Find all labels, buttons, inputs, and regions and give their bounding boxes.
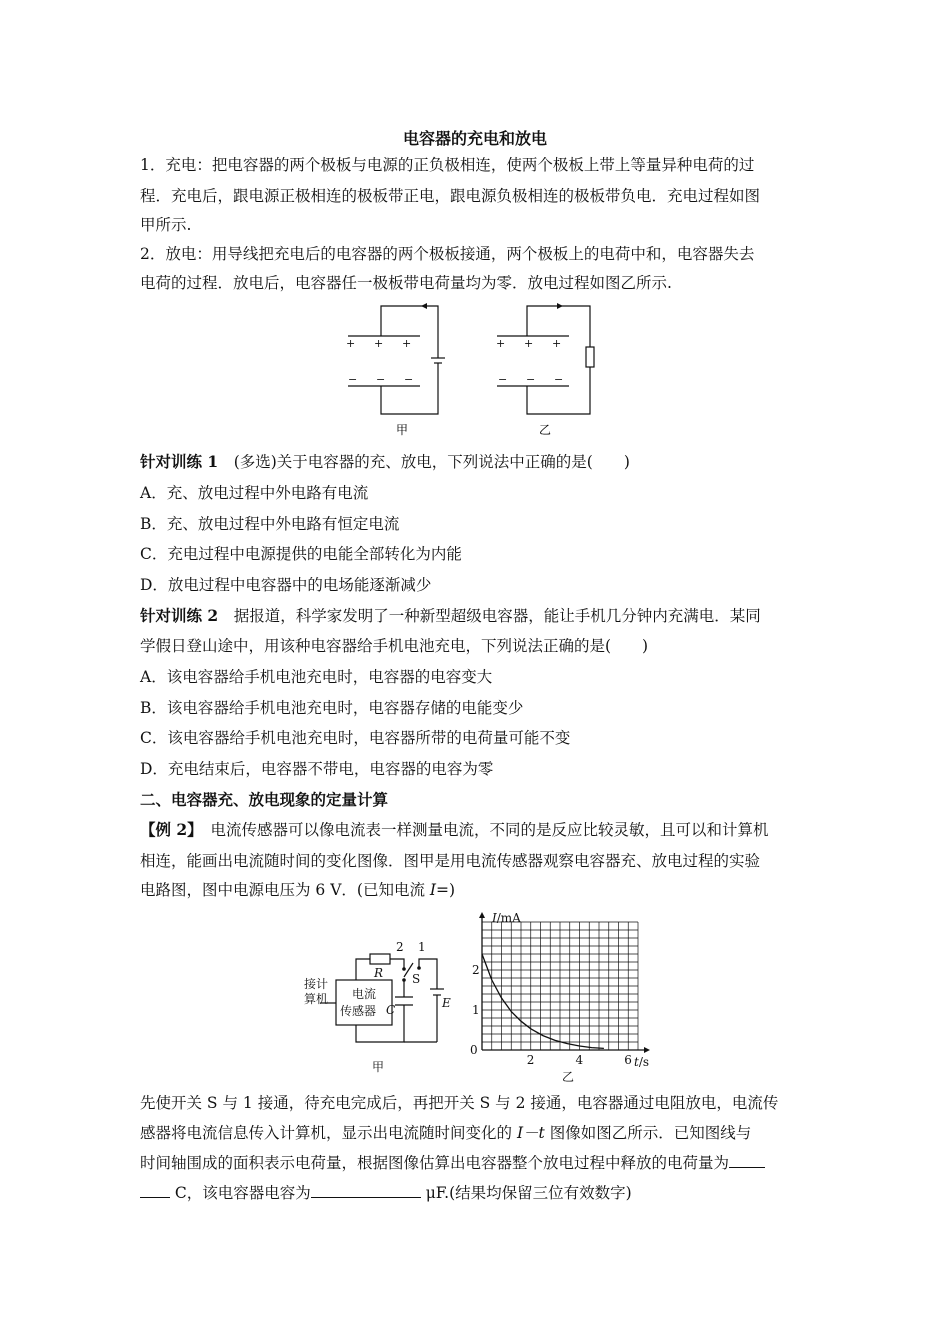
minus-sign: −	[404, 373, 414, 386]
exercise-1-question: (多选)关于电容器的充、放电，下列说法中正确的是( )	[218, 453, 630, 471]
minus-sign: −	[498, 373, 508, 386]
figure-label-jia: 甲	[396, 423, 409, 437]
charge-line-2: 程．充电后，跟电源正极相连的极板带正电，跟电源负极相连的极板带负电．充电过程如图	[140, 187, 761, 205]
chart-grid	[482, 922, 638, 1050]
explanation-text-4b: μF.(结果均保留三位有效数字)	[420, 1184, 632, 1202]
y-axis-label	[491, 911, 521, 925]
plus-sign: +	[496, 337, 506, 350]
y-axis-unit: /mA	[496, 911, 521, 925]
example-2-line-3	[140, 880, 815, 900]
exercise-2-option-c: C．该电容器给手机电池充电时，电容器所带的电荷量可能不变	[140, 729, 571, 747]
switch-pos-1: 1	[418, 940, 426, 954]
exercise-2-option-b: B．该电容器给手机电池充电时，电容器存储的电能变少	[140, 699, 524, 717]
resistor-r	[370, 954, 390, 964]
y-tick-label: 1	[472, 1003, 480, 1017]
figure-label-yi: 乙	[539, 423, 552, 437]
exercise-1-option-c: C．充电过程中电源提供的电能全部转化为内能	[140, 545, 462, 563]
switch-label: S	[412, 972, 421, 986]
discharge-line-2: 电荷的过程．放电后，电容器任一极板带电荷量均为零．放电过程如图乙所示.	[140, 274, 672, 292]
origin-label: 0	[470, 1043, 478, 1057]
current-arrow-left	[421, 303, 427, 309]
exercise-1-stem	[140, 452, 815, 472]
current-symbol: I	[429, 881, 437, 899]
section-title: 电容器的充电和放电	[402, 129, 547, 148]
example-2-text-3b: =)	[436, 881, 456, 899]
current-arrow-right	[557, 303, 563, 309]
explanation-line-1: 先使开关 S 与 1 接通，待充电完成后，再把开关 S 与 2 接通，电容器通过电阻放电，电流传	[140, 1094, 779, 1112]
charge-discharge-figure	[340, 300, 610, 440]
charge-answer-blank-end[interactable]	[140, 1183, 170, 1198]
exercise-1-option-b: B．充、放电过程中外电路有恒定电流	[140, 515, 400, 533]
battery-label: E	[442, 996, 451, 1010]
example-2-line-1	[140, 820, 815, 840]
minus-sign: −	[554, 373, 564, 386]
exercise-1-option-d: D．放电过程中电容器中的电场能逐渐减少	[140, 576, 432, 594]
y-axis-symbol: I	[492, 911, 497, 925]
plus-sign: +	[402, 337, 412, 350]
charge-answer-blank-start[interactable]	[729, 1153, 765, 1168]
x-tick-label: 2	[526, 1053, 535, 1067]
explanation-line-2	[140, 1123, 815, 1143]
capacitance-answer-blank[interactable]	[311, 1183, 421, 1198]
y-axis-arrow	[479, 912, 485, 918]
sensor-label-1: 电流	[352, 987, 377, 1001]
explanation-text-2b: 图像如图乙所示．已知图线与	[544, 1124, 752, 1142]
exercise-2-label: 针对训练 2	[140, 606, 219, 625]
explanation-text-2a: 感器将电流信息传入计算机，显示出电流随时间变化的	[140, 1124, 517, 1142]
exercise-2-stem-2: 学假日登山途中，用该种电容器给手机电池充电，下列说法正确的是( )	[140, 637, 649, 655]
current-time-chart	[470, 910, 660, 1085]
explanation-text-3: 时间轴围成的面积表示电荷量，根据图像估算出电容器整个放电过程中释放的电荷量为	[140, 1154, 730, 1172]
i-t-symbol: I－t	[516, 1124, 545, 1142]
section-2-heading: 二、电容器充、放电现象的定量计算	[140, 790, 389, 809]
circuit-caption: 甲	[372, 1060, 385, 1074]
x-axis-arrow	[644, 1047, 650, 1053]
plus-sign: +	[346, 337, 356, 350]
computer-label-2: 算机	[304, 992, 329, 1006]
sensor-circuit-diagram	[300, 935, 460, 1085]
x-axis-label	[634, 1055, 649, 1069]
example-2-text-3a: 电路图，图中电源电压为 6 V．(已知电流	[140, 881, 430, 899]
switch-pos-2: 2	[396, 940, 404, 954]
minus-sign: −	[348, 373, 358, 386]
exercise-2-option-d: D．充电结束后，电容器不带电，电容器的电容为零	[140, 760, 494, 778]
example-2-line-2: 相连，能画出电流随时间的变化图像．图甲是用电流传感器观察电容器充、放电过程的实验	[140, 852, 761, 870]
plus-sign: +	[552, 337, 562, 350]
example-2-text-1: 电流传感器可以像电流表一样测量电流，不同的是反应比较灵敏，且可以和计算机	[194, 821, 769, 839]
minus-sign: −	[526, 373, 536, 386]
x-tick-label: 4	[575, 1053, 584, 1067]
explanation-text-4a: C，该电容器电容为	[170, 1184, 311, 1202]
exercise-2-option-a: A．该电容器给手机电池充电时，电容器的电容变大	[140, 668, 493, 686]
x-axis-unit: /s	[638, 1055, 650, 1069]
capacitor-label: C	[386, 1003, 396, 1017]
chart-caption: 乙	[562, 1070, 575, 1084]
computer-label-1: 接计	[304, 977, 329, 991]
x-tick-label: 6	[624, 1053, 632, 1067]
charge-line-3: 甲所示.	[140, 216, 192, 234]
resistor-label: R	[374, 966, 384, 980]
x-axis-symbol: t	[634, 1055, 639, 1069]
minus-sign: −	[376, 373, 386, 386]
explanation-line-3	[140, 1153, 815, 1173]
plus-sign: +	[524, 337, 534, 350]
explanation-line-4	[140, 1183, 815, 1203]
exercise-1-label: 针对训练 1	[140, 452, 219, 471]
exercise-1-option-a: A．充、放电过程中外电路有电流	[140, 484, 369, 502]
charge-line-1: 1．充电：把电容器的两个极板与电源的正负极相连，使两个极板上带上等量异种电荷的过	[140, 156, 755, 174]
plus-sign: +	[374, 337, 384, 350]
exercise-2-question-1: 据报道，科学家发明了一种新型超级电容器，能让手机几分钟内充满电．某同	[218, 607, 761, 625]
discharge-line-1: 2．放电：用导线把充电后的电容器的两个极板接通，两个极板上的电荷中和，电容器失去	[140, 245, 755, 263]
y-tick-label: 2	[472, 963, 480, 977]
example-2-label: 【例 2】	[140, 820, 195, 839]
exercise-2-stem-1	[140, 606, 815, 626]
sensor-label-2: 传感器	[340, 1004, 377, 1018]
